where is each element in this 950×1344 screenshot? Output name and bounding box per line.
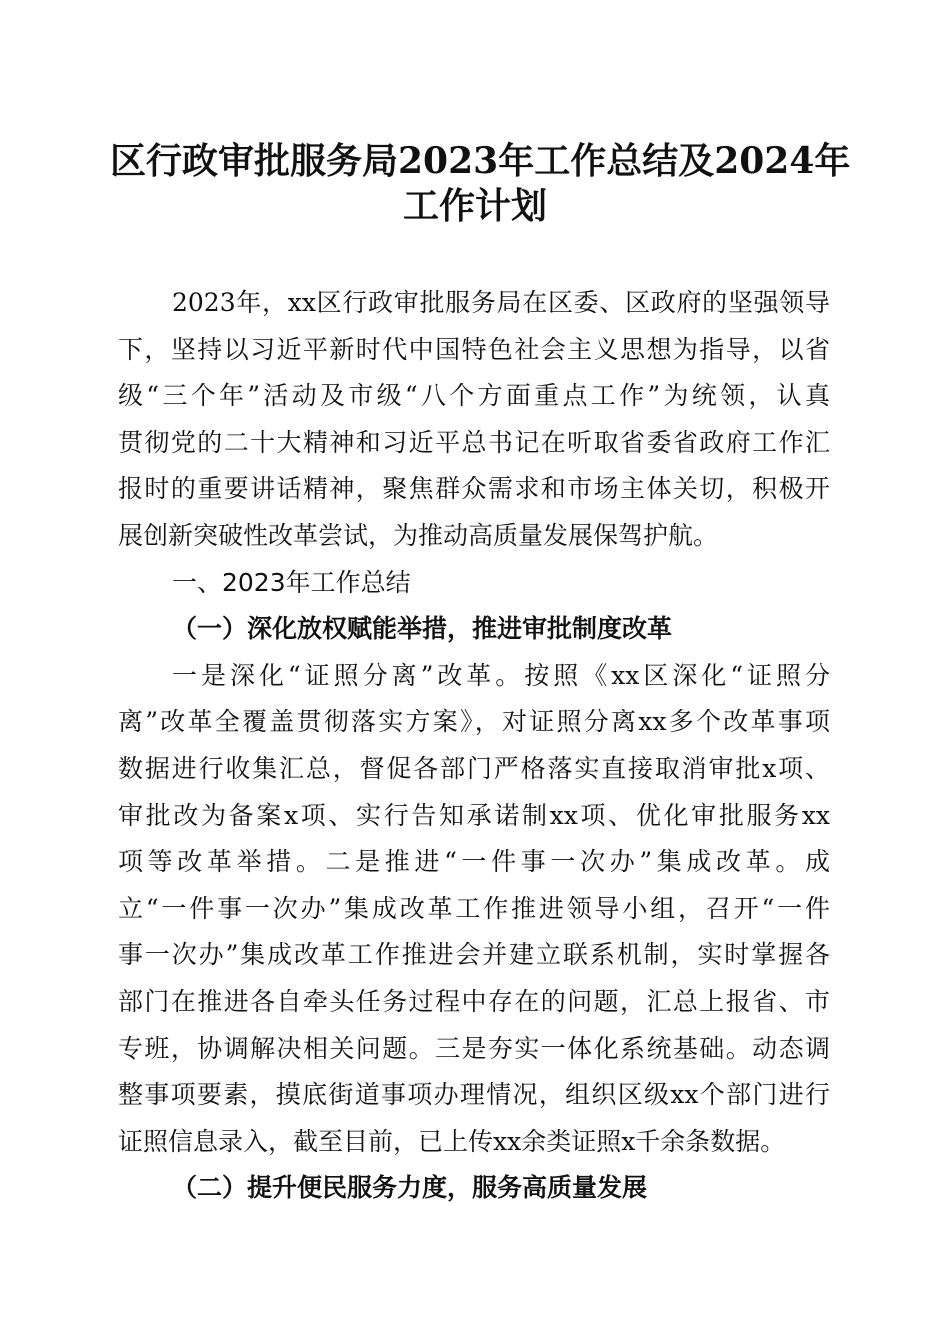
- paragraph-line: 数据进行收集汇总，督促各部门严格落实直接取消审批x项、: [118, 753, 830, 783]
- document-body: [118, 280, 830, 1212]
- paragraph-line: 整事项要素，摸底街道事项办理情况，组织区级xx个部门进行: [118, 1080, 830, 1110]
- paragraph-line: 一是深化“证照分离”改革。按照《xx区深化“证照分: [172, 660, 830, 690]
- paragraph-line: 部门在推进各自牵头任务过程中存在的问题，汇总上报省、市: [118, 986, 830, 1016]
- paragraph-line: 证照信息录入，截至目前，已上传xx余类证照x千余条数据。: [118, 1126, 786, 1156]
- paragraph-line: 项等改革举措。二是推进“一件事一次办”集成改革。成: [118, 847, 830, 877]
- paragraph-line: 事一次办”集成改革工作推进会并建立联系机制，实时掌握各: [118, 940, 830, 970]
- subsection-heading: （二）提升便民服务力度，服务高质量发展: [172, 1173, 648, 1203]
- intro-line: 2023年，xx区行政审批服务局在区委、区政府的坚强领导: [172, 288, 830, 317]
- document-title-line-1: 区行政审批服务局2023年工作总结及2024年: [110, 140, 851, 182]
- paragraph-line: 离”改革全覆盖贯彻落实方案》，对证照分离xx多个改革事项: [118, 707, 830, 737]
- section-heading: 一、2023年工作总结: [172, 567, 411, 597]
- intro-line: 下，坚持以习近平新时代中国特色社会主义思想为指导，以省: [118, 334, 830, 364]
- paragraph-line: 专班，协调解决相关问题。三是夯实一体化系统基础。动态调: [118, 1033, 830, 1063]
- intro-line: 展创新突破性改革尝试，为推动高质量发展保驾护航。: [118, 520, 719, 550]
- paragraph-line: 审批改为备案x项、实行告知承诺制xx项、优化审批服务xx: [118, 800, 830, 830]
- intro-line: 贯彻党的二十大精神和习近平总书记在听取省委省政府工作汇: [118, 427, 830, 457]
- intro-line: 报时的重要讲话精神，聚焦群众需求和市场主体关切，积极开: [118, 474, 830, 504]
- intro-line: 级“三个年”活动及市级“八个方面重点工作”为统领，认真: [118, 381, 830, 411]
- document-title-line-2: 工作计划: [402, 185, 547, 227]
- subsection-heading: （一）深化放权赋能举措，推进审批制度改革: [172, 614, 673, 644]
- paragraph-line: 立“一件事一次办”集成改革工作推进领导小组，召开“一件: [118, 893, 830, 923]
